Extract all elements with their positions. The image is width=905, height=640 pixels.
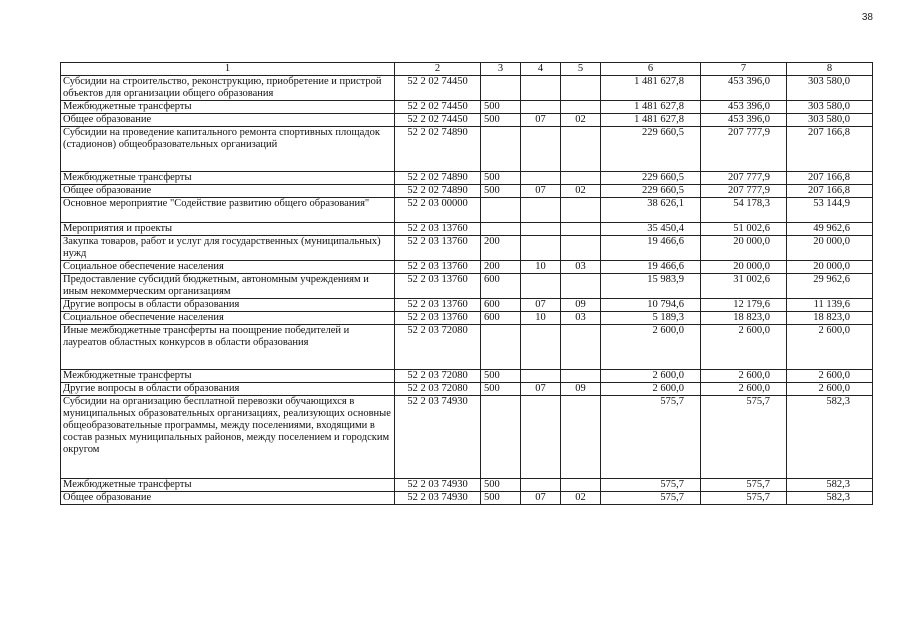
row-subsection (561, 172, 601, 185)
table-row (61, 76, 873, 101)
row-value-col6: 38 626,1 (601, 198, 701, 223)
row-code: 52 2 03 74930 (395, 492, 481, 505)
table-row (61, 383, 873, 396)
row-value-col7: 207 777,9 (701, 172, 787, 185)
row-section (521, 479, 561, 492)
column-header: 2 (395, 63, 481, 76)
row-expense-type: 600 (481, 312, 521, 325)
row-subsection: 02 (561, 114, 601, 127)
table-row (61, 198, 873, 223)
row-name: Общее образование (61, 114, 395, 127)
row-code: 52 2 03 13760 (395, 299, 481, 312)
row-section (521, 325, 561, 370)
row-value-col8: 2 600,0 (787, 370, 873, 383)
row-name: Другие вопросы в области образования (61, 383, 395, 396)
row-value-col6: 2 600,0 (601, 383, 701, 396)
row-value-col7: 20 000,0 (701, 261, 787, 274)
row-name: Закупка товаров, работ и услуг для государственных (муниципальных) нужд (61, 236, 395, 261)
table-row (61, 127, 873, 172)
row-name: Основное мероприятие "Содействие развитию общего образования" (61, 198, 395, 223)
row-section (521, 172, 561, 185)
row-value-col7: 575,7 (701, 479, 787, 492)
row-expense-type: 600 (481, 274, 521, 299)
row-code: 52 2 03 72080 (395, 370, 481, 383)
row-value-col7: 207 777,9 (701, 185, 787, 198)
row-code: 52 2 03 74930 (395, 479, 481, 492)
row-expense-type: 500 (481, 114, 521, 127)
row-code: 52 2 03 13760 (395, 312, 481, 325)
table-row (61, 172, 873, 185)
row-name: Иные межбюджетные трансферты на поощрение победителей и лауреатов областных конкурсов в области образования (61, 325, 395, 370)
column-header: 8 (787, 63, 873, 76)
row-name: Субсидии на строительство, реконструкцию, приобретение и пристрой объектов для организации общего образования (61, 76, 395, 101)
row-subsection (561, 223, 601, 236)
row-expense-type (481, 396, 521, 479)
row-section (521, 101, 561, 114)
row-name: Общее образование (61, 185, 395, 198)
row-section: 10 (521, 261, 561, 274)
row-name: Социальное обеспечение населения (61, 261, 395, 274)
table-row (61, 370, 873, 383)
table-row (61, 223, 873, 236)
column-header: 4 (521, 63, 561, 76)
row-subsection (561, 127, 601, 172)
row-subsection (561, 479, 601, 492)
row-subsection: 02 (561, 185, 601, 198)
row-value-col8: 49 962,6 (787, 223, 873, 236)
row-code: 52 2 02 74890 (395, 172, 481, 185)
row-value-col7: 453 396,0 (701, 101, 787, 114)
row-value-col7: 453 396,0 (701, 76, 787, 101)
row-value-col7: 51 002,6 (701, 223, 787, 236)
table-row (61, 312, 873, 325)
row-section (521, 396, 561, 479)
row-subsection: 03 (561, 312, 601, 325)
row-expense-type (481, 198, 521, 223)
row-value-col7: 2 600,0 (701, 383, 787, 396)
column-header: 1 (61, 63, 395, 76)
row-value-col7: 54 178,3 (701, 198, 787, 223)
row-value-col8: 2 600,0 (787, 383, 873, 396)
row-subsection (561, 325, 601, 370)
table-row (61, 274, 873, 299)
row-name: Субсидии на организацию бесплатной перевозки обучающихся в муниципальных образовательных организациях, реализующих основные общеобразовательные программы, между поселениями, входящими в состав разных муниципальных районов, между поселением и городским округом (61, 396, 395, 479)
page-number: 38 (861, 12, 873, 23)
row-value-col7: 2 600,0 (701, 325, 787, 370)
row-name: Субсидии на проведение капитального ремонта спортивных площадок (стадионов) общеобразовательных организаций (61, 127, 395, 172)
table-row (61, 492, 873, 505)
row-value-col6: 2 600,0 (601, 325, 701, 370)
row-code: 52 2 02 74450 (395, 101, 481, 114)
row-value-col8: 2 600,0 (787, 325, 873, 370)
row-value-col6: 575,7 (601, 479, 701, 492)
row-value-col6: 1 481 627,8 (601, 101, 701, 114)
row-subsection (561, 274, 601, 299)
row-expense-type: 500 (481, 172, 521, 185)
row-expense-type: 500 (481, 101, 521, 114)
row-value-col6: 575,7 (601, 396, 701, 479)
column-header: 6 (601, 63, 701, 76)
row-name: Другие вопросы в области образования (61, 299, 395, 312)
row-subsection (561, 101, 601, 114)
row-value-col6: 229 660,5 (601, 172, 701, 185)
row-value-col8: 207 166,8 (787, 185, 873, 198)
row-code: 52 2 03 13760 (395, 236, 481, 261)
row-code: 52 2 02 74890 (395, 185, 481, 198)
row-expense-type: 500 (481, 370, 521, 383)
row-value-col6: 1 481 627,8 (601, 114, 701, 127)
row-value-col6: 1 481 627,8 (601, 76, 701, 101)
table-row (61, 236, 873, 261)
row-value-col8: 20 000,0 (787, 261, 873, 274)
row-expense-type: 200 (481, 261, 521, 274)
row-code: 52 2 03 13760 (395, 261, 481, 274)
row-subsection: 03 (561, 261, 601, 274)
row-value-col7: 575,7 (701, 492, 787, 505)
row-name: Межбюджетные трансферты (61, 479, 395, 492)
row-value-col6: 35 450,4 (601, 223, 701, 236)
table-row (61, 479, 873, 492)
row-name: Межбюджетные трансферты (61, 370, 395, 383)
column-header: 3 (481, 63, 521, 76)
column-header: 5 (561, 63, 601, 76)
table-row (61, 114, 873, 127)
row-expense-type: 500 (481, 479, 521, 492)
row-subsection (561, 370, 601, 383)
row-value-col6: 2 600,0 (601, 370, 701, 383)
row-code: 52 2 03 72080 (395, 383, 481, 396)
row-value-col8: 207 166,8 (787, 127, 873, 172)
row-section (521, 223, 561, 236)
row-name: Общее образование (61, 492, 395, 505)
budget-table (60, 62, 873, 505)
row-section (521, 198, 561, 223)
row-expense-type (481, 223, 521, 236)
table-row (61, 101, 873, 114)
table-row (61, 299, 873, 312)
row-value-col7: 2 600,0 (701, 370, 787, 383)
table-row (61, 325, 873, 370)
row-value-col7: 12 179,6 (701, 299, 787, 312)
row-expense-type: 600 (481, 299, 521, 312)
row-code: 52 2 03 72080 (395, 325, 481, 370)
row-section (521, 370, 561, 383)
row-value-col6: 5 189,3 (601, 312, 701, 325)
row-subsection: 09 (561, 299, 601, 312)
row-expense-type (481, 325, 521, 370)
row-section (521, 236, 561, 261)
row-name: Мероприятия и проекты (61, 223, 395, 236)
row-name: Предоставление субсидий бюджетным, автономным учреждениям и иным некоммерческим организациям (61, 274, 395, 299)
row-section (521, 274, 561, 299)
row-value-col6: 19 466,6 (601, 236, 701, 261)
row-subsection (561, 236, 601, 261)
row-expense-type: 500 (481, 492, 521, 505)
row-value-col8: 303 580,0 (787, 114, 873, 127)
row-subsection (561, 396, 601, 479)
row-section: 07 (521, 185, 561, 198)
row-value-col8: 582,3 (787, 479, 873, 492)
row-section: 07 (521, 114, 561, 127)
row-expense-type: 500 (481, 383, 521, 396)
row-name: Социальное обеспечение населения (61, 312, 395, 325)
row-section: 10 (521, 312, 561, 325)
row-value-col8: 18 823,0 (787, 312, 873, 325)
row-value-col6: 229 660,5 (601, 185, 701, 198)
row-name: Межбюджетные трансферты (61, 172, 395, 185)
row-value-col8: 582,3 (787, 492, 873, 505)
row-subsection: 02 (561, 492, 601, 505)
column-header: 7 (701, 63, 787, 76)
row-value-col6: 19 466,6 (601, 261, 701, 274)
row-subsection: 09 (561, 383, 601, 396)
header-row (61, 63, 873, 76)
row-value-col8: 11 139,6 (787, 299, 873, 312)
row-value-col7: 207 777,9 (701, 127, 787, 172)
row-expense-type: 500 (481, 185, 521, 198)
row-code: 52 2 02 74890 (395, 127, 481, 172)
row-name: Межбюджетные трансферты (61, 101, 395, 114)
row-value-col6: 10 794,6 (601, 299, 701, 312)
row-expense-type: 200 (481, 236, 521, 261)
row-section: 07 (521, 299, 561, 312)
row-section (521, 76, 561, 101)
row-value-col6: 15 983,9 (601, 274, 701, 299)
row-value-col7: 20 000,0 (701, 236, 787, 261)
row-value-col8: 53 144,9 (787, 198, 873, 223)
row-expense-type (481, 76, 521, 101)
row-code: 52 2 03 00000 (395, 198, 481, 223)
row-value-col7: 18 823,0 (701, 312, 787, 325)
row-value-col7: 31 002,6 (701, 274, 787, 299)
table-row (61, 185, 873, 198)
row-value-col8: 303 580,0 (787, 101, 873, 114)
table-body (61, 63, 873, 505)
row-subsection (561, 198, 601, 223)
row-subsection (561, 76, 601, 101)
row-value-col8: 582,3 (787, 396, 873, 479)
row-value-col7: 575,7 (701, 396, 787, 479)
row-code: 52 2 03 74930 (395, 396, 481, 479)
row-section: 07 (521, 492, 561, 505)
row-value-col6: 575,7 (601, 492, 701, 505)
row-expense-type (481, 127, 521, 172)
row-value-col8: 20 000,0 (787, 236, 873, 261)
row-code: 52 2 02 74450 (395, 114, 481, 127)
row-value-col6: 229 660,5 (601, 127, 701, 172)
row-value-col8: 207 166,8 (787, 172, 873, 185)
table-row (61, 261, 873, 274)
row-code: 52 2 03 13760 (395, 223, 481, 236)
table-row (61, 396, 873, 479)
row-section: 07 (521, 383, 561, 396)
row-section (521, 127, 561, 172)
row-code: 52 2 03 13760 (395, 274, 481, 299)
row-value-col8: 303 580,0 (787, 76, 873, 101)
row-value-col7: 453 396,0 (701, 114, 787, 127)
row-code: 52 2 02 74450 (395, 76, 481, 101)
row-value-col8: 29 962,6 (787, 274, 873, 299)
